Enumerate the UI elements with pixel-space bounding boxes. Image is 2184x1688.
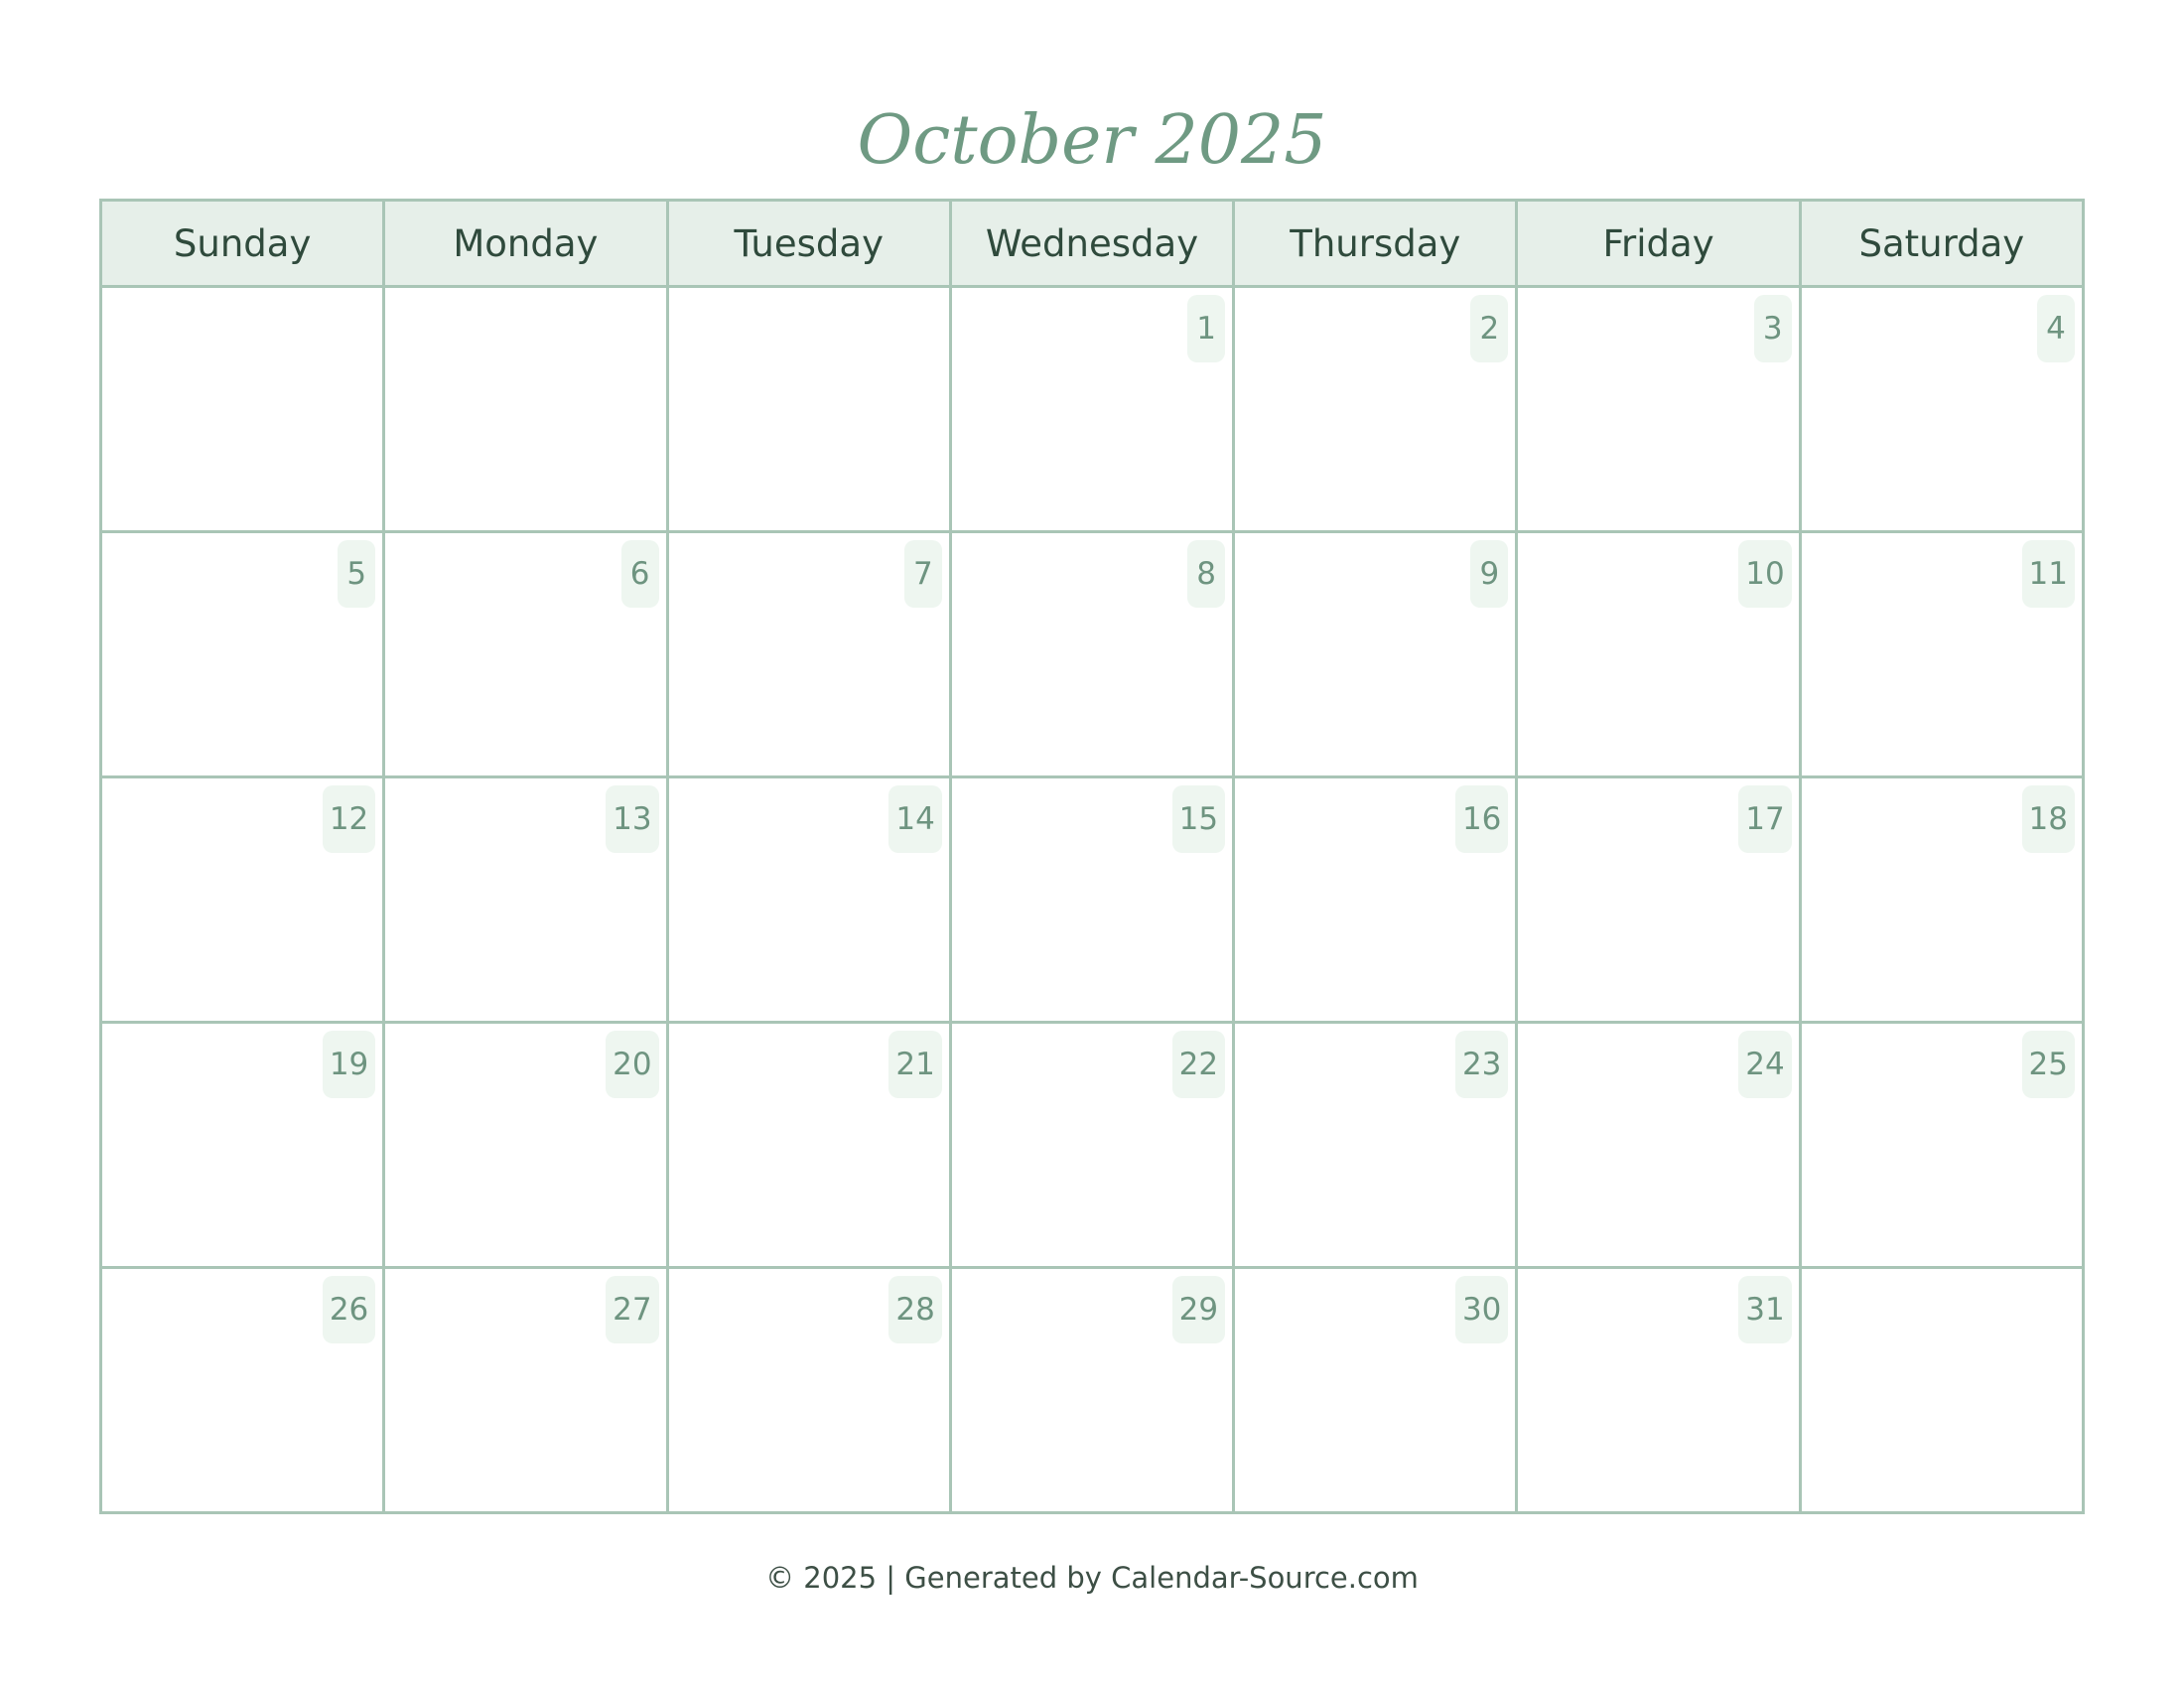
day-number: 19 (323, 1031, 375, 1098)
day-cell (1517, 1023, 1800, 1268)
weekday-header-thursday: Thursday (1234, 201, 1517, 287)
day-cell (384, 777, 667, 1023)
day-cell (1517, 1268, 1800, 1513)
day-cell (101, 532, 384, 777)
day-number: 25 (2022, 1031, 2075, 1098)
day-cell (384, 532, 667, 777)
day-cell (950, 777, 1233, 1023)
weekday-header-friday: Friday (1517, 201, 1800, 287)
day-number: 18 (2022, 785, 2075, 853)
day-cell (1234, 287, 1517, 532)
week-row-2 (101, 532, 2084, 777)
day-number: 28 (888, 1276, 941, 1343)
week-row-5 (101, 1268, 2084, 1513)
day-cell (950, 1023, 1233, 1268)
day-cell (667, 287, 950, 532)
day-cell (1517, 532, 1800, 777)
day-number: 13 (606, 785, 658, 853)
day-number: 2 (1470, 295, 1508, 362)
weekday-header-monday: Monday (384, 201, 667, 287)
day-number: 15 (1172, 785, 1225, 853)
week-row-4 (101, 1023, 2084, 1268)
day-cell (1800, 1268, 2083, 1513)
weekday-header-row (101, 201, 2084, 287)
day-cell (101, 1268, 384, 1513)
day-number: 17 (1738, 785, 1791, 853)
day-number: 31 (1738, 1276, 1791, 1343)
day-number: 3 (1754, 295, 1792, 362)
day-cell (667, 1023, 950, 1268)
day-number: 26 (323, 1276, 375, 1343)
day-number: 22 (1172, 1031, 1225, 1098)
day-cell (1800, 777, 2083, 1023)
weekday-header-saturday: Saturday (1800, 201, 2083, 287)
day-cell (101, 777, 384, 1023)
day-number: 1 (1187, 295, 1225, 362)
weekday-header-wednesday: Wednesday (950, 201, 1233, 287)
day-cell (950, 1268, 1233, 1513)
day-number: 5 (338, 540, 375, 608)
day-number: 30 (1455, 1276, 1508, 1343)
day-cell (1234, 532, 1517, 777)
day-number: 8 (1187, 540, 1225, 608)
day-number: 21 (888, 1031, 941, 1098)
day-cell (1800, 287, 2083, 532)
day-cell (667, 1268, 950, 1513)
day-number: 29 (1172, 1276, 1225, 1343)
day-number: 6 (621, 540, 659, 608)
day-number: 20 (606, 1031, 658, 1098)
calendar-title: October 2025 (857, 101, 1327, 180)
day-cell (667, 777, 950, 1023)
week-row-1 (101, 287, 2084, 532)
day-number: 23 (1455, 1031, 1508, 1098)
day-cell (950, 532, 1233, 777)
footer-credit: © 2025 | Generated by Calendar-Source.com (765, 1561, 1419, 1595)
day-number: 27 (606, 1276, 658, 1343)
day-cell (384, 1023, 667, 1268)
day-number: 9 (1470, 540, 1508, 608)
day-cell (667, 532, 950, 777)
day-cell (1517, 287, 1800, 532)
day-number: 4 (2037, 295, 2075, 362)
day-cell (1234, 1023, 1517, 1268)
day-number: 24 (1738, 1031, 1791, 1098)
weekday-header-sunday: Sunday (101, 201, 384, 287)
day-number: 14 (888, 785, 941, 853)
week-row-3 (101, 777, 2084, 1023)
day-cell (950, 287, 1233, 532)
day-cell (384, 1268, 667, 1513)
day-number: 7 (904, 540, 942, 608)
day-number: 11 (2022, 540, 2075, 608)
day-number: 10 (1738, 540, 1791, 608)
day-cell (101, 1023, 384, 1268)
day-cell (384, 287, 667, 532)
day-number: 16 (1455, 785, 1508, 853)
weekday-header-tuesday: Tuesday (667, 201, 950, 287)
day-cell (1234, 777, 1517, 1023)
day-cell (1517, 777, 1800, 1023)
day-number: 12 (323, 785, 375, 853)
day-cell (101, 287, 384, 532)
day-cell (1800, 532, 2083, 777)
calendar-grid (99, 199, 2085, 1514)
day-cell (1234, 1268, 1517, 1513)
day-cell (1800, 1023, 2083, 1268)
